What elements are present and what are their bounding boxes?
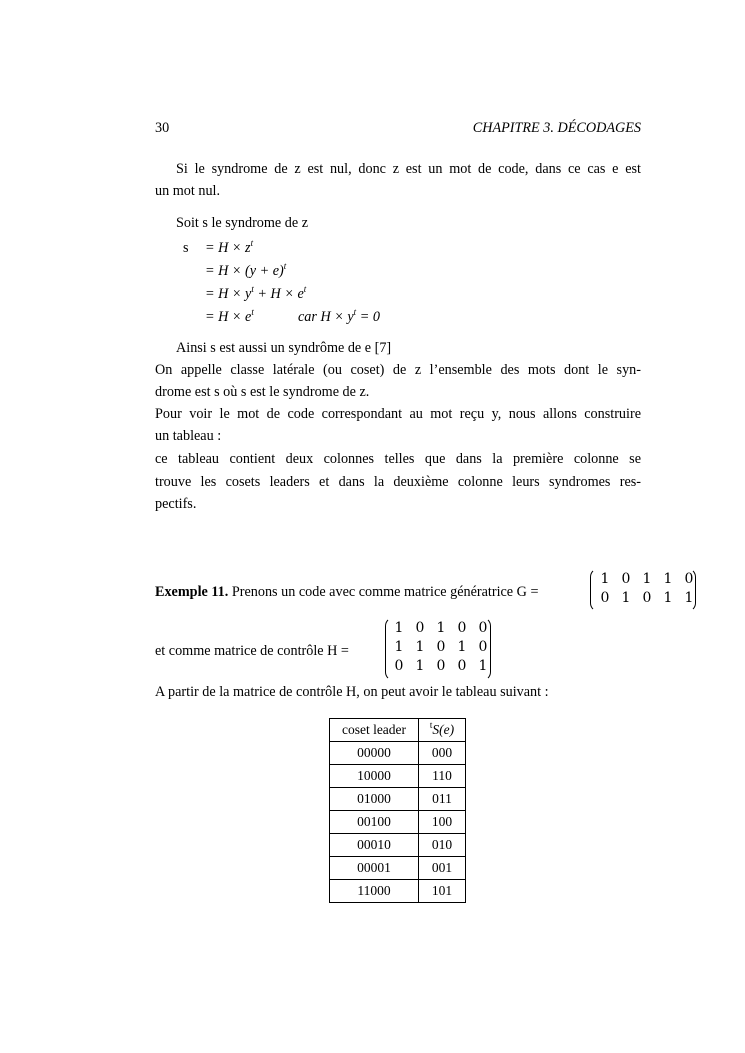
equation-row-4: [205, 309, 254, 326]
cell-syndrome: 110: [419, 765, 466, 788]
matrix-g: [590, 568, 696, 614]
table-row: [330, 811, 466, 834]
matrix-entry: 0: [684, 571, 694, 587]
matrix-entry: 1: [642, 571, 652, 587]
equation-row-3: [205, 286, 306, 303]
matrix-entry: 1: [394, 620, 404, 636]
matrix-entry: 1: [663, 590, 673, 606]
matrix-entry: 0: [436, 639, 446, 655]
table-row: [330, 834, 466, 857]
paragraph-line: Si le syndrome de z est nul, donc z est un mot de code, dans ce cas e est: [176, 161, 641, 177]
matrix-entry: 0: [621, 571, 631, 587]
equation-text: = H × y: [205, 286, 252, 302]
equation-text: + H × e: [253, 286, 304, 302]
paragraph-line: Ainsi s est aussi un syndrôme de e [7]: [176, 340, 392, 356]
cell-coset-leader: 00010: [330, 834, 419, 857]
matrix-entry: 0: [642, 590, 652, 606]
matrix-entry: 0: [394, 658, 404, 674]
table-row: [330, 742, 466, 765]
matrix-entry: 0: [478, 620, 488, 636]
matrix-entry: 0: [478, 639, 488, 655]
equation-sup: t: [303, 284, 307, 294]
equation-text: = H × z: [205, 240, 251, 256]
cell-syndrome: 010: [419, 834, 466, 857]
header-syndrome: [419, 719, 466, 742]
coset-table: [329, 718, 466, 903]
cell-coset-leader: 10000: [330, 765, 419, 788]
cell-syndrome: 100: [419, 811, 466, 834]
paragraph-line: Soit s le syndrome de z: [176, 215, 309, 231]
equation-text: = H × e: [205, 309, 252, 325]
matrix-entry: 0: [457, 620, 467, 636]
table-row: [330, 880, 466, 903]
example-label: Exemple 11.: [155, 584, 229, 600]
table-intro: A partir de la matrice de contrôle H, on peut avoir le tableau suivant :: [155, 684, 549, 700]
matrix-entry: 1: [394, 639, 404, 655]
equation-row-1: [205, 240, 253, 257]
equation-sup: t: [251, 307, 254, 317]
matrix-entry: 1: [663, 571, 673, 587]
cell-syndrome: 011: [419, 788, 466, 811]
table-header-row: [330, 719, 466, 742]
matrix-entry: 1: [457, 639, 467, 655]
equation-text: = H × (y + e): [205, 263, 284, 279]
table-row: [330, 788, 466, 811]
matrix-entry: 1: [415, 658, 425, 674]
cell-coset-leader: 00001: [330, 857, 419, 880]
matrix-entry: 1: [436, 620, 446, 636]
example-text: Prenons un code avec comme matrice génératrice G =: [231, 584, 539, 600]
equation-text: car H × y: [298, 309, 354, 325]
matrix-entry: 1: [621, 590, 631, 606]
header-syndrome-label: S(e): [432, 722, 455, 737]
matrix-entry: 0: [600, 590, 610, 606]
paragraph-line: ce tableau contient deux colonnes telles que dans la première colonne se: [155, 451, 641, 467]
cell-syndrome: 000: [419, 742, 466, 765]
control-text: et comme matrice de contrôle H =: [155, 643, 349, 659]
cell-syndrome: 001: [419, 857, 466, 880]
paragraph-line: un mot nul.: [155, 183, 221, 199]
paragraph-line: drome est s où s est le syndrome de z.: [155, 384, 370, 400]
paragraph-line: pectifs.: [155, 496, 197, 512]
matrix-entry: 1: [415, 639, 425, 655]
header-syndrome-sup: t: [429, 720, 433, 730]
equation-sup: t: [251, 284, 254, 294]
paragraph-line: On appelle classe latérale (ou coset) de z l’ensemble des mots dont le syn-: [155, 362, 641, 378]
table-row: [330, 765, 466, 788]
matrix-entry: 0: [457, 658, 467, 674]
matrix-entry: 0: [415, 620, 425, 636]
cell-coset-leader: 11000: [330, 880, 419, 903]
header-coset-leader: coset leader: [330, 719, 419, 742]
equation-row-2: [205, 263, 286, 280]
matrix-entry: 1: [478, 658, 488, 674]
example-statement: [155, 581, 538, 603]
cell-syndrome: 101: [419, 880, 466, 903]
paragraph-line: trouve les cosets leaders et dans la deuxième colonne leurs syndromes res-: [155, 474, 641, 490]
page-number: 30: [155, 120, 170, 136]
matrix-entry: 1: [600, 571, 610, 587]
matrix-entry: 1: [684, 590, 694, 606]
equation-sup: t: [250, 238, 254, 248]
equation-sup: t: [283, 261, 287, 271]
matrix-h: [385, 617, 491, 683]
equation-lhs: s: [183, 240, 189, 256]
paragraph-line: un tableau :: [155, 428, 222, 444]
table-row: [330, 857, 466, 880]
table-body: [330, 742, 466, 903]
matrix-entry: 0: [436, 658, 446, 674]
equation-sup: t: [353, 307, 357, 317]
equation-text: = 0: [356, 309, 380, 325]
paragraph-line: Pour voir le mot de code correspondant au mot reçu y, nous allons construire: [155, 406, 641, 422]
cell-coset-leader: 01000: [330, 788, 419, 811]
cell-coset-leader: 00100: [330, 811, 419, 834]
cell-coset-leader: 00000: [330, 742, 419, 765]
equation-note: [298, 309, 380, 326]
running-title: CHAPITRE 3. DÉCODAGES: [472, 120, 641, 136]
